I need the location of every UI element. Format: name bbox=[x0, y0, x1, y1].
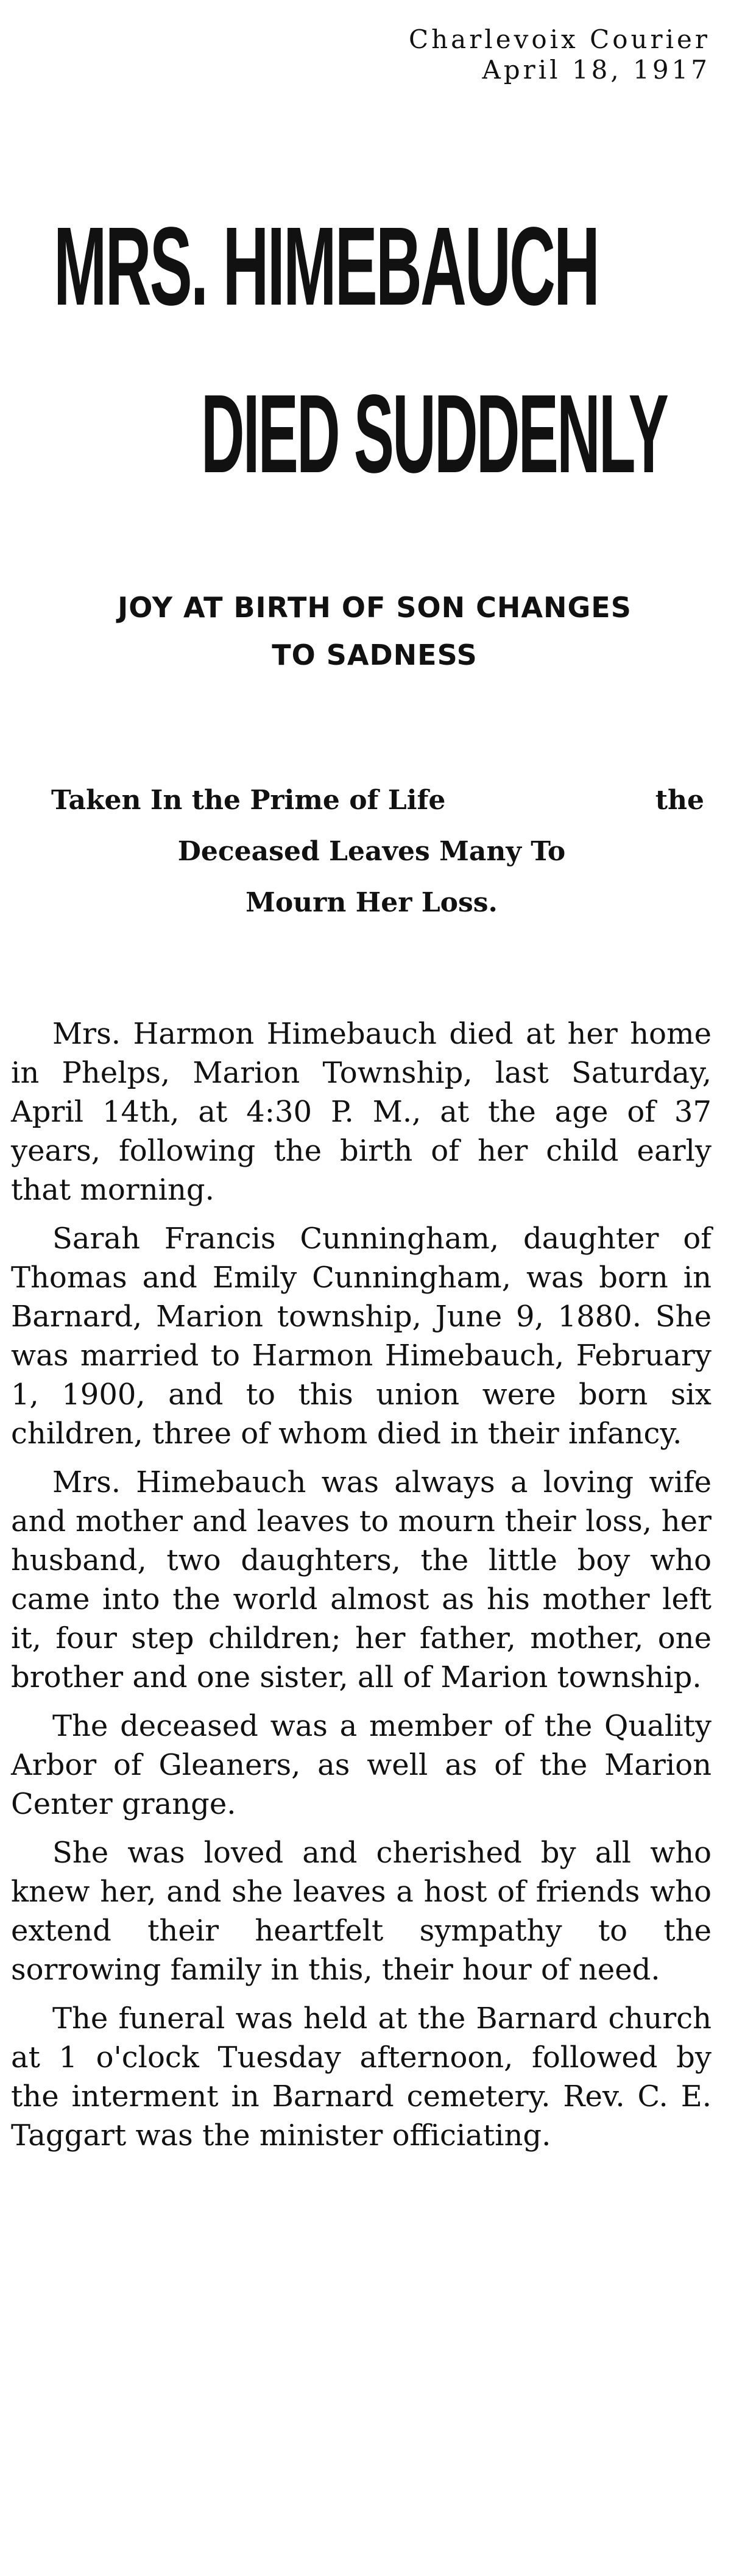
headline-line-1: MRS. HIMEBAUCH bbox=[54, 203, 599, 328]
paragraph-4: The deceased was a member of the Quality Arbor of Gleaners, as well as of the Marion Center grange. bbox=[11, 1709, 712, 1821]
subheadline-line-2: TO SADNESS bbox=[272, 639, 478, 671]
paragraph-2: Sarah Francis Cunningham, daughter of Thomas and Emily Cunningham, was born in Barnard, Marion township, June 9, 1880. She was married to Harmon Himebauch, February 1, 1900, and to this union were born six children, three of whom died in their infancy. bbox=[11, 1222, 712, 1451]
subheadline-line-1: JOY AT BIRTH OF SON CHANGES bbox=[118, 591, 632, 624]
paragraph-1: Mrs. Harmon Himebauch died at her home in Phelps, Marion Township, last Saturday, April 14th, at 4:30 P. M., at the age of 37 years, following the birth of her child early that morning. bbox=[11, 1017, 712, 1207]
masthead bbox=[409, 24, 710, 85]
paragraph-5: She was loved and cherished by all who knew her, and she leaves a host of friends who extend their heartfelt sympathy to the sorrowing family in this, their hour of need. bbox=[11, 1836, 712, 1987]
deck-line-3: Mourn Her Loss. bbox=[245, 887, 498, 918]
deck-line-1-left: Taken In the Prime of Life bbox=[51, 785, 446, 816]
paragraph-6: The funeral was held at the Barnard church at 1 o'clock Tuesday afternoon, followed by the interment in Barnard cemetery. Rev. C. E. Taggart was the minister officiating. bbox=[11, 2001, 712, 2153]
publication-date: April 18, 1917 bbox=[482, 55, 710, 85]
deck-line-1 bbox=[24, 775, 719, 826]
deck bbox=[24, 775, 719, 929]
deck-line-1-right: the bbox=[655, 785, 704, 816]
newspaper-name: Charlevoix Courier bbox=[409, 24, 710, 54]
subheadline bbox=[37, 584, 713, 679]
article-body bbox=[11, 1014, 712, 2165]
paragraph-3: Mrs. Himebauch was always a loving wife and mother and leaves to mourn their loss, her husband, two daughters, the little boy who came into the world almost as his mother left it, four step children; her father, mother, one brother and one sister, all of Marion township. bbox=[11, 1465, 712, 1694]
deck-line-2: Deceased Leaves Many To bbox=[177, 836, 566, 867]
headline-line-2: DIED SUDDENLY bbox=[201, 371, 668, 496]
